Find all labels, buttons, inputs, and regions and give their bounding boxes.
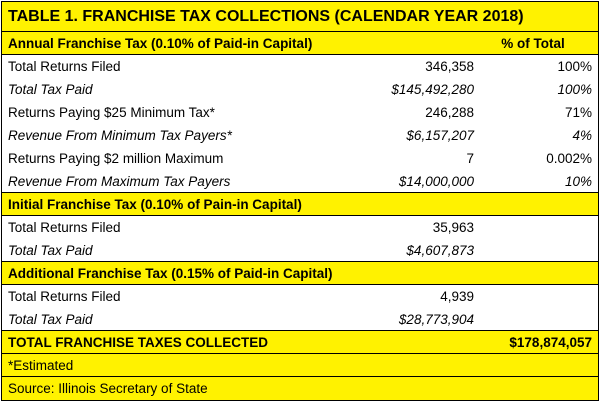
annual-row <box>2 101 598 124</box>
initial-row <box>2 216 598 239</box>
franchise-tax-table <box>1 1 599 401</box>
annual-row-label: Total Returns Filed <box>8 59 121 74</box>
annual-row-pct: 10% <box>564 173 592 189</box>
initial-section-label: Initial Franchise Tax (0.10% of Pain-in Capital) <box>8 196 302 212</box>
source-row <box>2 377 598 400</box>
annual-row-label: Revenue From Minimum Tax Payers* <box>8 128 232 143</box>
additional-row-value: $28,773,904 <box>398 311 474 327</box>
annual-row-pct: 4% <box>572 128 592 143</box>
annual-row <box>2 124 598 147</box>
annual-row <box>2 78 598 101</box>
additional-row-label: Total Tax Paid <box>8 311 93 327</box>
annual-row <box>2 55 598 78</box>
initial-row-label: Total Tax Paid <box>8 242 93 258</box>
initial-rows <box>2 216 598 262</box>
total-value: $178,874,057 <box>509 334 592 350</box>
annual-row-value: 246,288 <box>425 105 474 120</box>
annual-row-value: $145,492,280 <box>391 82 474 97</box>
additional-row <box>2 285 598 308</box>
annual-row-pct: 100% <box>557 59 592 74</box>
initial-row-value: $4,607,873 <box>406 242 474 258</box>
additional-row <box>2 308 598 331</box>
annual-section-header <box>2 32 598 55</box>
annual-row-label: Revenue From Maximum Tax Payers <box>8 173 231 189</box>
annual-row-label: Total Tax Paid <box>8 82 93 97</box>
footnote-row <box>2 354 598 377</box>
annual-section-label: Annual Franchise Tax (0.10% of Paid-in Capital) <box>8 35 313 51</box>
annual-row-pct: 100% <box>557 82 592 97</box>
additional-section-header <box>2 262 598 285</box>
annual-row-value: $14,000,000 <box>398 173 474 189</box>
additional-rows <box>2 285 598 331</box>
total-label: TOTAL FRANCHISE TAXES COLLECTED <box>8 334 269 350</box>
initial-row-label: Total Returns Filed <box>8 220 121 235</box>
initial-row-value: 35,963 <box>432 220 474 235</box>
annual-row <box>2 147 598 170</box>
table-title-text: TABLE 1. FRANCHISE TAX COLLECTIONS (CALENDAR YEAR 2018) <box>8 7 524 25</box>
footnote-text: *Estimated <box>8 357 74 373</box>
annual-row-pct: 71% <box>564 105 592 120</box>
table-title <box>2 2 598 32</box>
pct-of-total-header: % of Total <box>501 35 565 51</box>
annual-row-pct: 0.002% <box>546 151 592 166</box>
additional-row-label: Total Returns Filed <box>8 289 121 304</box>
annual-row-value: $6,157,207 <box>406 128 474 143</box>
initial-row <box>2 239 598 262</box>
initial-section-header <box>2 193 598 216</box>
annual-rows <box>2 55 598 193</box>
annual-row-value: 7 <box>466 151 474 166</box>
additional-section-label: Additional Franchise Tax (0.15% of Paid-in Capital) <box>8 265 333 281</box>
source-text: Source: Illinois Secretary of State <box>8 381 208 396</box>
annual-row-label: Returns Paying $2 million Maximum <box>8 151 224 166</box>
total-row <box>2 331 598 354</box>
additional-row-value: 4,939 <box>440 289 474 304</box>
annual-row-label: Returns Paying $25 Minimum Tax* <box>8 105 215 120</box>
annual-row-value: 346,358 <box>425 59 474 74</box>
annual-row <box>2 170 598 193</box>
